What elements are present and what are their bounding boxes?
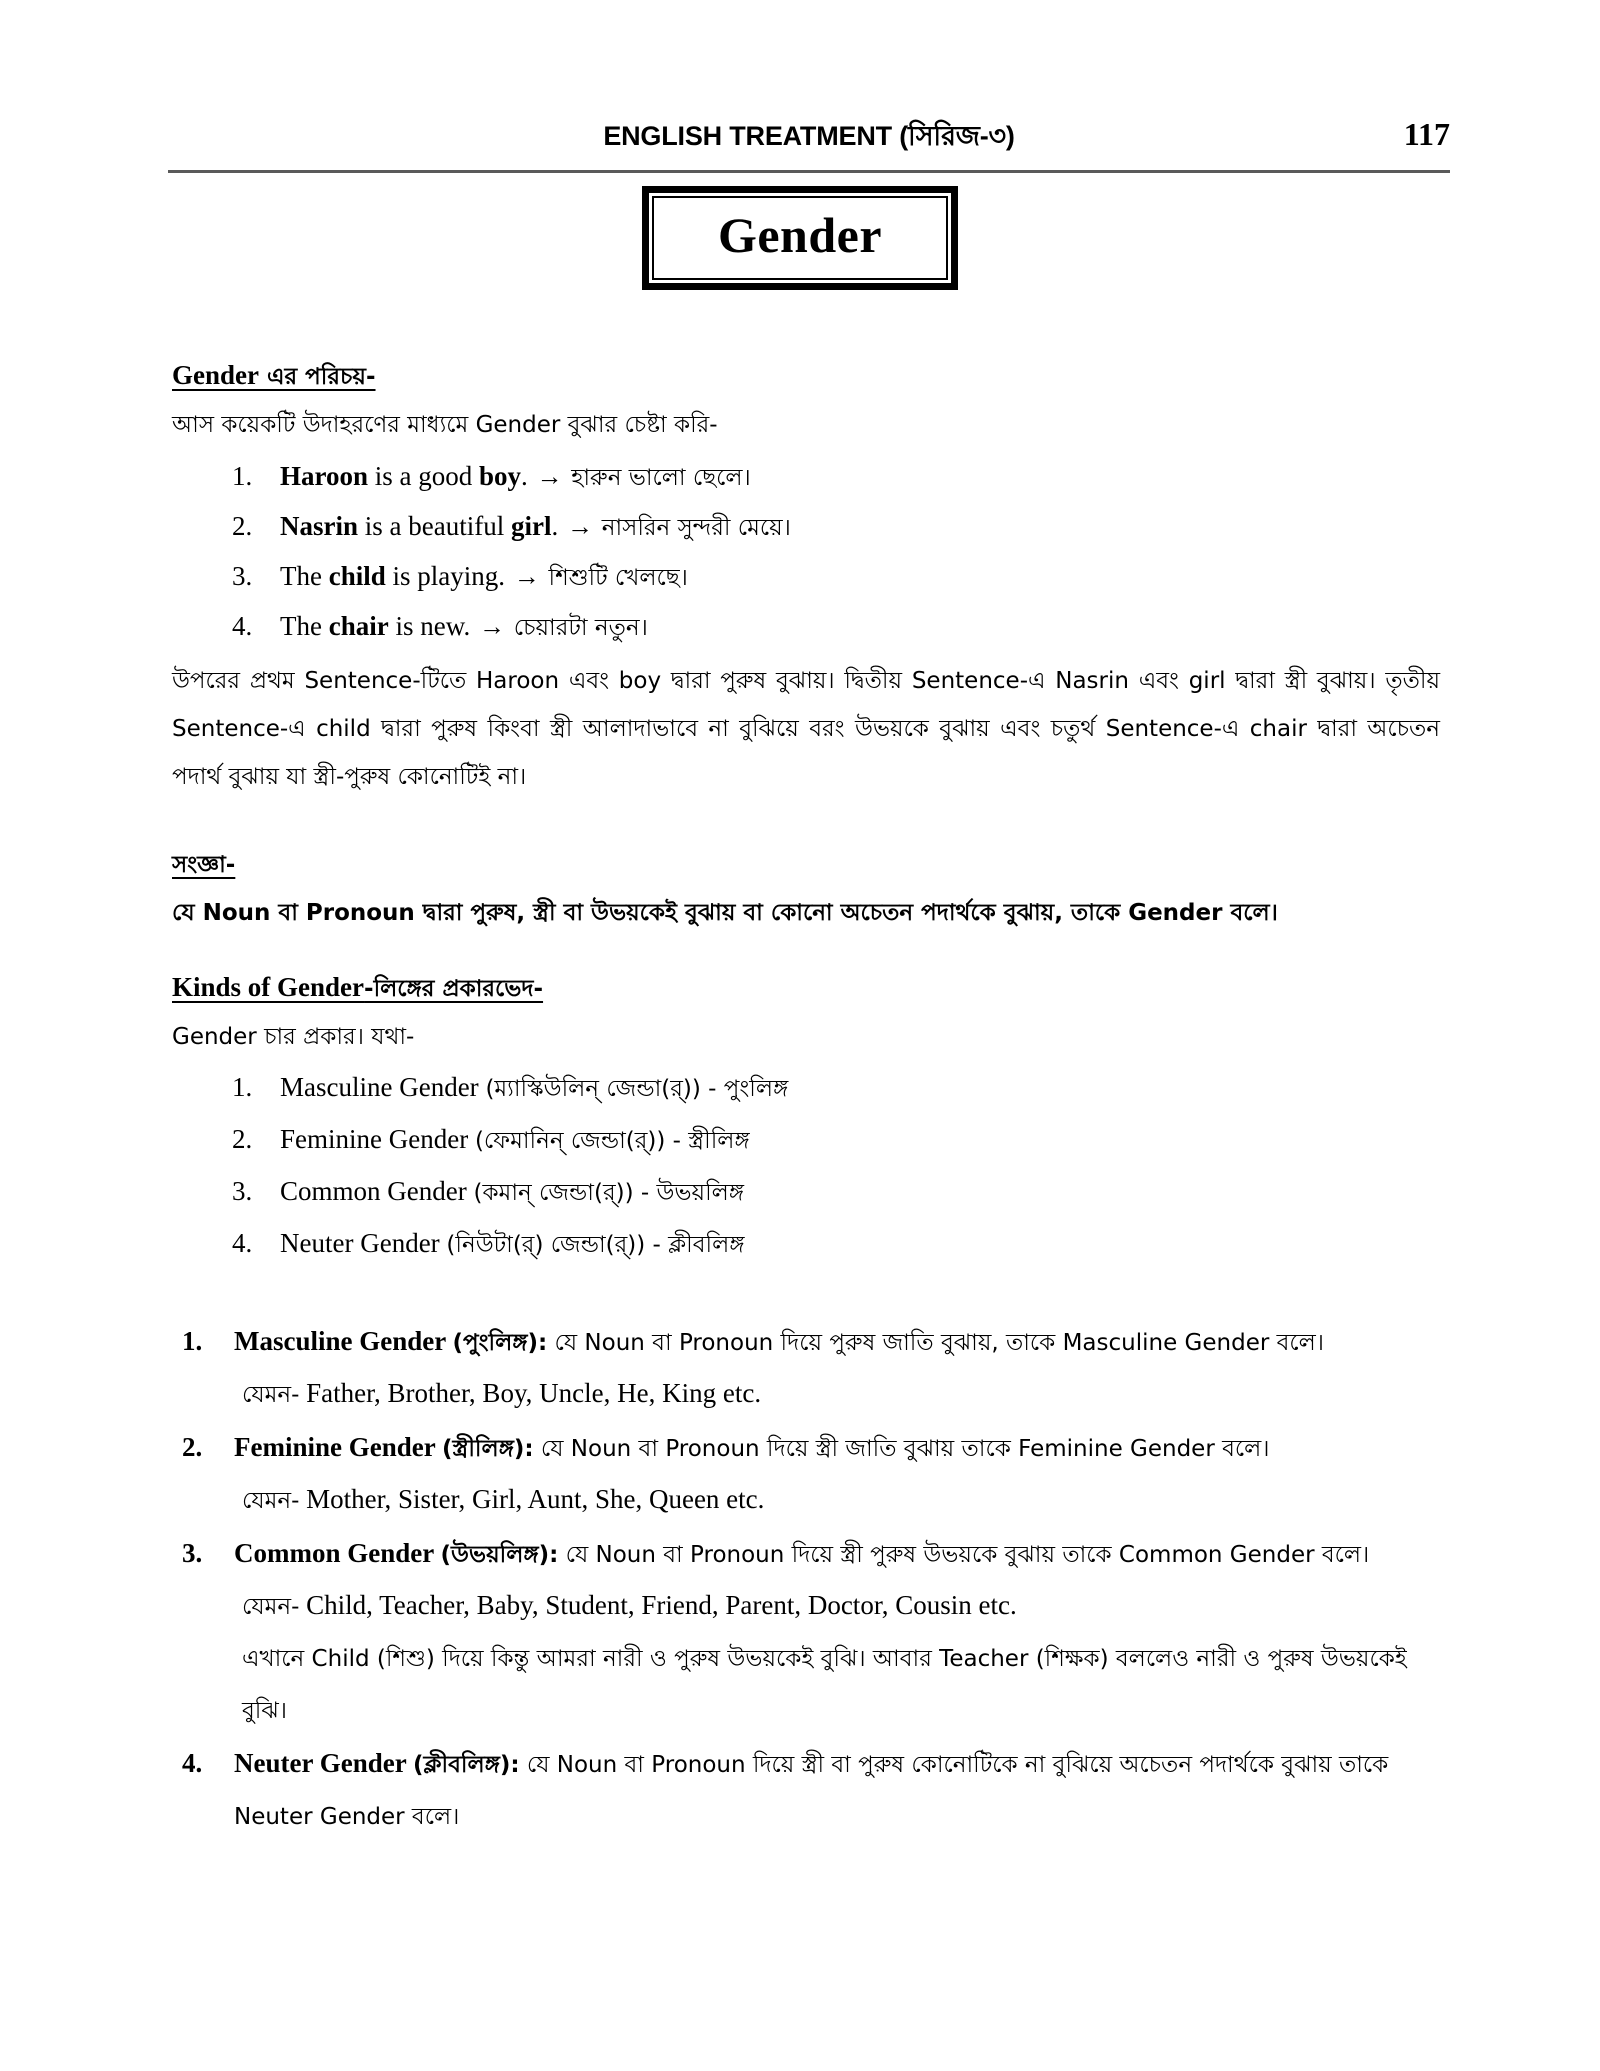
list-item-number: 2. — [182, 1432, 203, 1462]
chapter-title-inner-border — [652, 196, 948, 280]
list-item-number: 1. — [182, 1326, 203, 1356]
example-tail: . — [463, 611, 471, 641]
definition-text: যে Noun বা Pronoun দ্বারা পুরুষ, স্ত্রী বা উভয়কেই বুঝায় বা কোনো অচেতন পদার্থকে বুঝায়, তাকে Gender বলে। — [172, 900, 1278, 926]
detail-example-line — [234, 1368, 1440, 1420]
kind-name-bn: (নিউটা(র্) জেন্ডা(র্)) - ক্লীবলিঙ্গ — [446, 1232, 745, 1258]
detail-title-bn: (উভয়লিঙ্গ): — [440, 1542, 559, 1568]
detail-body-text: যে Noun বা Pronoun দিয়ে পুরুষ জাতি বুঝায়, তাকে Masculine Gender বলে। — [547, 1330, 1325, 1356]
example-subject: The — [280, 561, 329, 591]
list-item-number: 4. — [232, 1228, 253, 1258]
list-item-number: 4. — [182, 1748, 203, 1778]
chapter-title-container — [0, 186, 1600, 290]
detail-title-en: Masculine Gender — [234, 1326, 453, 1356]
detail-title-bn: (পুংলিঙ্গ): — [452, 1330, 548, 1356]
arrow-icon: → — [478, 612, 505, 641]
example-mid: chair — [328, 611, 389, 641]
list-item — [232, 452, 1440, 502]
example-words: Father, Brother, Boy, Uncle, He, King etc. — [299, 1378, 762, 1408]
kinds-list — [172, 1062, 1440, 1270]
spacer — [172, 800, 1440, 846]
example-object: boy — [479, 461, 522, 491]
example-label: যেমন- — [242, 1382, 300, 1408]
list-item-number: 3. — [232, 561, 253, 591]
detail-body-text: যে Noun বা Pronoun দিয়ে স্ত্রী বা পুরুষ কোনোটিকে না বুঝিয়ে অচেতন পদার্থকে বুঝায় তাকে Neuter Gender বলে। — [234, 1752, 1389, 1830]
list-item — [172, 1738, 1440, 1842]
list-item-number: 2. — [232, 1124, 253, 1154]
kind-name-en: Common Gender — [280, 1176, 474, 1206]
example-subject: Haroon — [280, 461, 369, 491]
kinds-heading-bn: -লিঙ্গের প্রকারভেদ- — [364, 976, 544, 1002]
example-bangla: শিশুটি খেলছে। — [548, 565, 688, 591]
example-bangla: চেয়ারটা নতুন। — [513, 615, 648, 641]
detail-definition-line — [234, 1316, 1440, 1368]
chapter-title-outer-border — [642, 186, 958, 290]
kind-name-bn: (ম্যাস্কিউলিন্ জেন্ডা(র্)) - পুংলিঙ্গ — [485, 1076, 789, 1102]
section-heading-intro — [172, 358, 1440, 394]
example-mid: is a good — [368, 461, 480, 491]
list-item-number: 1. — [232, 1072, 253, 1102]
list-item-number: 1. — [232, 461, 253, 491]
example-label: যেমন- — [242, 1488, 300, 1514]
detail-title-en: Common Gender — [234, 1538, 441, 1568]
detail-definition-line — [234, 1738, 1440, 1842]
list-item-number: 4. — [232, 611, 253, 641]
list-item — [172, 1528, 1440, 1736]
detail-title-bn: (ক্লীবলিঙ্গ): — [412, 1752, 520, 1778]
kind-name-en: Neuter Gender — [280, 1228, 447, 1258]
detail-definition-line — [234, 1528, 1440, 1580]
list-item — [232, 502, 1440, 552]
arrow-icon: → — [566, 512, 593, 541]
example-bangla: হারুন ভালো ছেলে। — [571, 465, 751, 491]
example-subject: The — [280, 611, 329, 641]
example-object: is playing — [385, 561, 499, 591]
example-mid: is a beautiful — [358, 511, 511, 541]
example-words: Child, Teacher, Baby, Student, Friend, Parent, Doctor, Cousin etc. — [299, 1590, 1017, 1620]
example-mid: child — [328, 561, 386, 591]
arrow-icon: → — [536, 462, 563, 491]
detail-body-text: যে Noun বা Pronoun দিয়ে স্ত্রী জাতি বুঝায় তাকে Feminine Gender বলে। — [533, 1436, 1270, 1462]
example-object: girl — [510, 511, 552, 541]
detail-note-line — [234, 1632, 1440, 1736]
arrow-icon: → — [513, 562, 540, 591]
page-header — [168, 116, 1450, 162]
kinds-lead-text: Gender চার প্রকার। যথা- — [172, 1024, 415, 1050]
definition-heading-label: সংজ্ঞা- — [172, 852, 236, 878]
list-item — [232, 552, 1440, 602]
example-tail: . — [498, 561, 506, 591]
list-item — [172, 1422, 1440, 1526]
detail-definition-line — [234, 1422, 1440, 1474]
detail-title-en: Neuter Gender — [234, 1748, 413, 1778]
spacer — [172, 936, 1440, 970]
section-heading-intro-en: Gender — [172, 360, 259, 390]
detail-example-line — [234, 1474, 1440, 1526]
kind-name-bn: (ফেমানিন্ জেন্ডা(র্)) - স্ত্রীলিঙ্গ — [474, 1128, 750, 1154]
section-heading-definition — [172, 846, 1440, 882]
section-heading-kinds — [172, 970, 1440, 1006]
kinds-heading-en: Kinds of Gender — [172, 972, 365, 1002]
list-item-number: 3. — [232, 1176, 253, 1206]
intro-lead-text: আস কয়েকটি উদাহরণের মাধ্যমে Gender বুঝার চেষ্টা করি- — [172, 412, 718, 438]
list-item-number: 3. — [182, 1538, 203, 1568]
list-item-number: 2. — [232, 511, 253, 541]
list-item — [172, 1316, 1440, 1420]
example-label: যেমন- — [242, 1594, 300, 1620]
detail-title-bn: (স্ত্রীলিঙ্গ): — [441, 1436, 534, 1462]
header-divider — [168, 170, 1450, 173]
example-sentence-list — [172, 452, 1440, 652]
example-words: Mother, Sister, Girl, Aunt, She, Queen etc. — [299, 1484, 765, 1514]
detail-example-line — [234, 1580, 1440, 1632]
detail-body-text: যে Noun বা Pronoun দিয়ে স্ত্রী পুরুষ উভয়কে বুঝায় তাকে Common Gender বলে। — [558, 1542, 1370, 1568]
book-title: ENGLISH TREATMENT (সিরিজ-৩) — [603, 121, 1015, 151]
example-subject: Nasrin — [280, 511, 359, 541]
example-object: is new — [388, 611, 464, 641]
section-heading-intro-bn: এর পরিচয়- — [259, 364, 376, 390]
example-bangla: নাসরিন সুন্দরী মেয়ে। — [601, 515, 791, 541]
list-item — [232, 602, 1440, 652]
list-item — [232, 1218, 1440, 1270]
list-item — [232, 1166, 1440, 1218]
chapter-title: Gender — [717, 207, 883, 263]
example-tail: . — [551, 511, 559, 541]
gender-details-list — [172, 1316, 1440, 1842]
kind-name-bn: (কমান্ জেন্ডা(র্)) - উভয়লিঙ্গ — [473, 1180, 745, 1206]
example-tail: . — [521, 461, 528, 491]
kind-name-en: Masculine Gender — [280, 1072, 486, 1102]
page-number: 117 — [1403, 116, 1450, 152]
document-body — [172, 358, 1440, 1844]
intro-explanation-paragraph: উপরের প্রথম Sentence-টিতে Haroon এবং boy দ্বারা পুরুষ বুঝায়। দ্বিতীয় Sentence-এ Nasrin এবং girl দ্বারা স্ত্রী বুঝায়। তৃতীয় Sentence-এ child দ্বারা পুরুষ কিংবা স্ত্রী আলাদাভাবে না বুঝিয়ে বরং উভয়কে বুঝায় এবং চতুর্থ Sentence-এ chair দ্বারা অচেতন পদার্থ বুঝায় যা স্ত্রী-পুরুষ কোনোটিই না। — [172, 668, 1440, 790]
detail-note-text: এখানে Child (শিশু) দিয়ে কিন্তু আমরা নারী ও পুরুষ উভয়কেই বুঝি। আবার Teacher (শিক্ষক) বললেও নারী ও পুরুষ উভয়কেই বুঝি। — [242, 1646, 1407, 1724]
kind-name-en: Feminine Gender — [280, 1124, 475, 1154]
spacer — [172, 1270, 1440, 1316]
detail-title-en: Feminine Gender — [234, 1432, 442, 1462]
list-item — [232, 1062, 1440, 1114]
list-item — [232, 1114, 1440, 1166]
